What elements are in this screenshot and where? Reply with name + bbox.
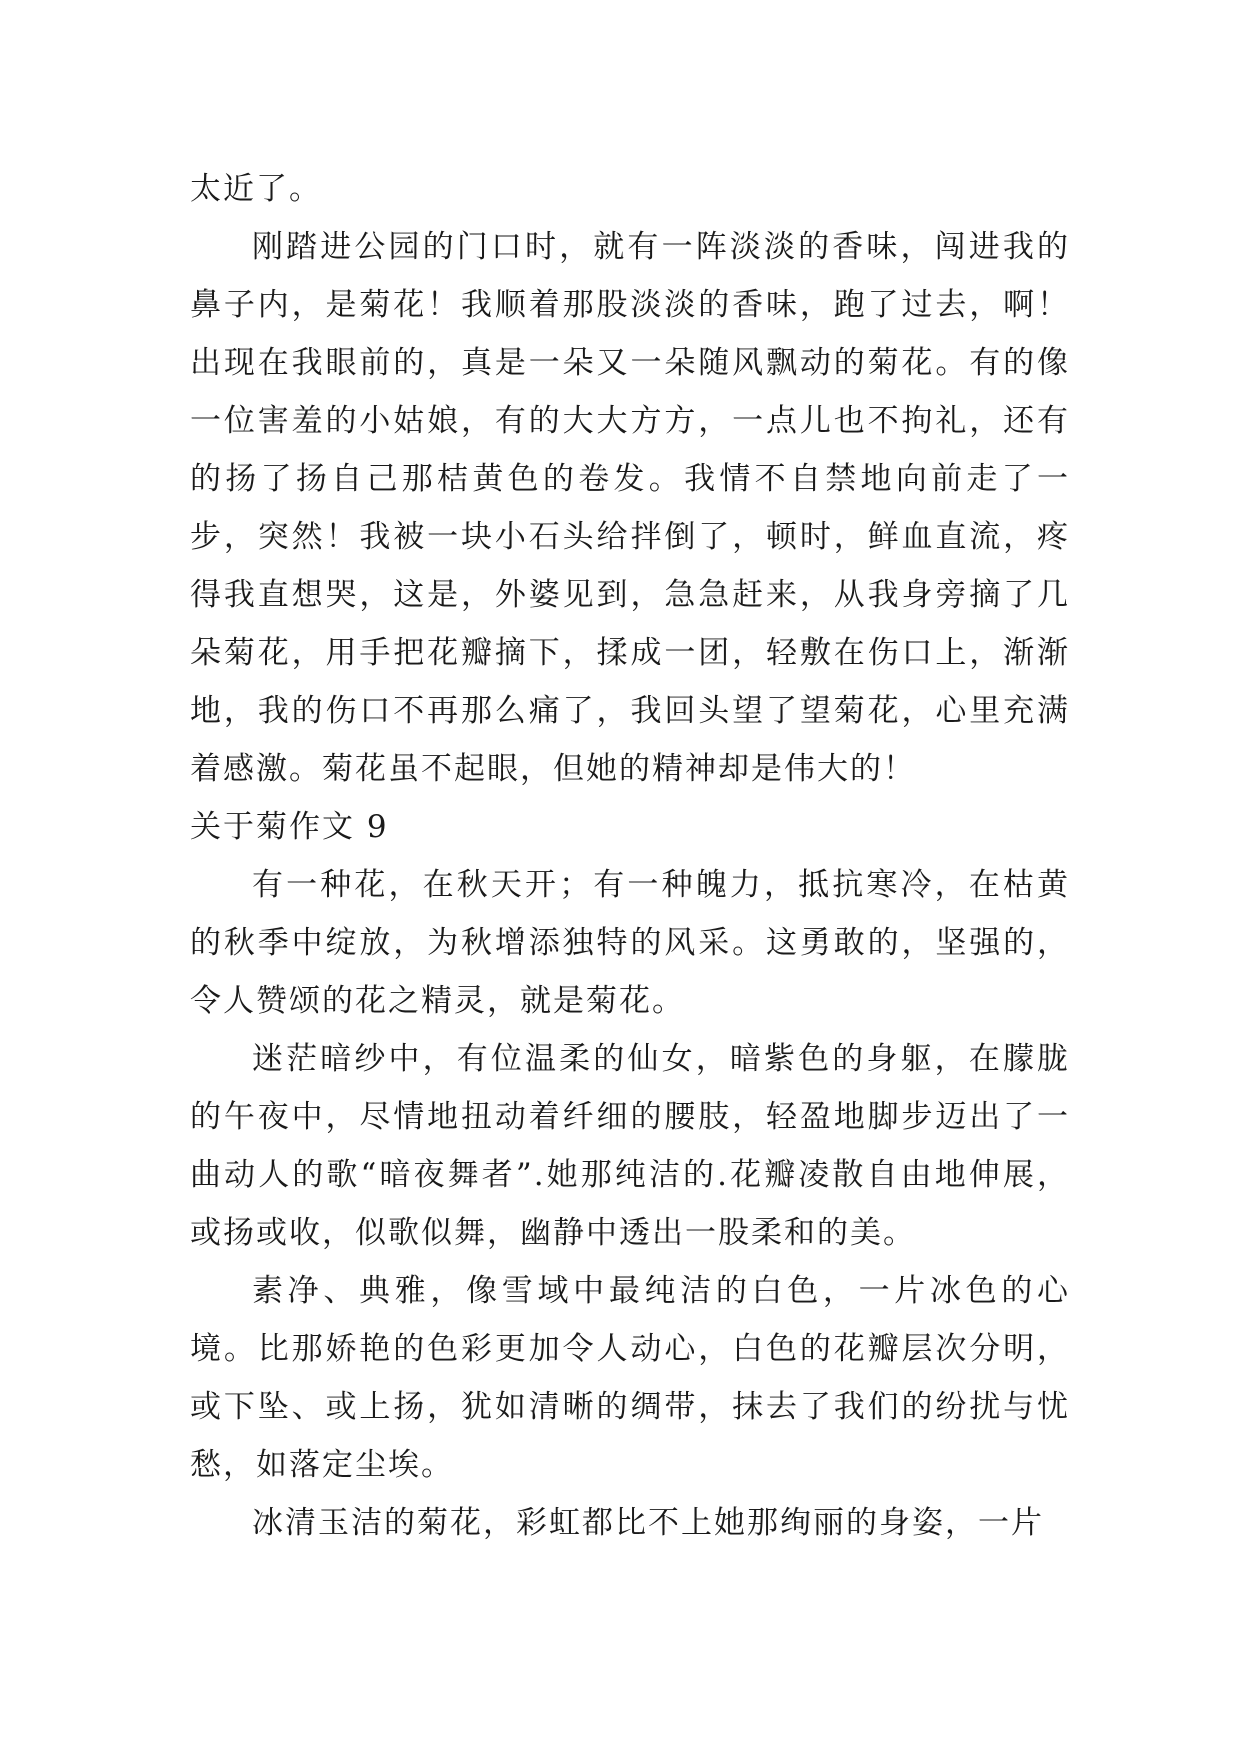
paragraph-autumn-flower: 有一种花，在秋天开；有一种魄力，抵抗寒冷，在枯黄的秋季中绽放，为秋增添独特的风采。这勇敢的，坚强的，令人赞颂的花之精灵，就是菊花。 [190,867,1070,1019]
paragraph-pure-chrysanthemum: 冰清玉洁的菊花，彩虹都比不上她那绚丽的身姿，一片 [252,1505,1044,1541]
paragraph-chrysanthemum-park: 刚踏进公园的门口时，就有一阵淡淡的香味，闯进我的鼻子内，是菊花！我顺着那股淡淡的香味，跑了过去，啊！出现在我眼前的，真是一朵又一朵随风飘动的菊花。有的像一位害羞的小姑娘，有的大大方方，一点儿也不拘礼，还有的扬了扬自己那桔黄色的卷发。我情不自禁地向前走了一步，突然！我被一块小石头给拌倒了，顿时，鲜血直流，疼得我直想哭，这是，外婆见到，急急赶来，从我身旁摘了几朵菊花，用手把花瓣摘下，揉成一团，轻敷在伤口上，渐渐地，我的伤口不再那么痛了，我回头望了望菊花，心里充满着感激。菊花虽不起眼，但她的精神却是伟大的！ [190,229,1070,787]
paragraph-white-chrysanthemum: 素净、典雅，像雪域中最纯洁的白色，一片冰色的心境。比那娇艳的色彩更加令人动心，白色的花瓣层次分明，或下坠、或上扬，犹如清晰的绸带，抹去了我们的纷扰与忧愁，如落定尘埃。 [190,1273,1070,1483]
section-heading: 关于菊作文 9 [190,809,389,845]
paragraph-continuation: 太近了。 [190,171,322,207]
paragraph-night-dancer: 迷茫暗纱中，有位温柔的仙女，暗紫色的身躯，在朦胧的午夜中，尽情地扭动着纤细的腰肢，轻盈地脚步迈出了一曲动人的歌“暗夜舞者”.她那纯洁的.花瓣凌散自由地伸展，或扬或收，似歌似舞，幽静中透出一股柔和的美。 [190,1041,1070,1251]
document-body [190,160,1070,1552]
